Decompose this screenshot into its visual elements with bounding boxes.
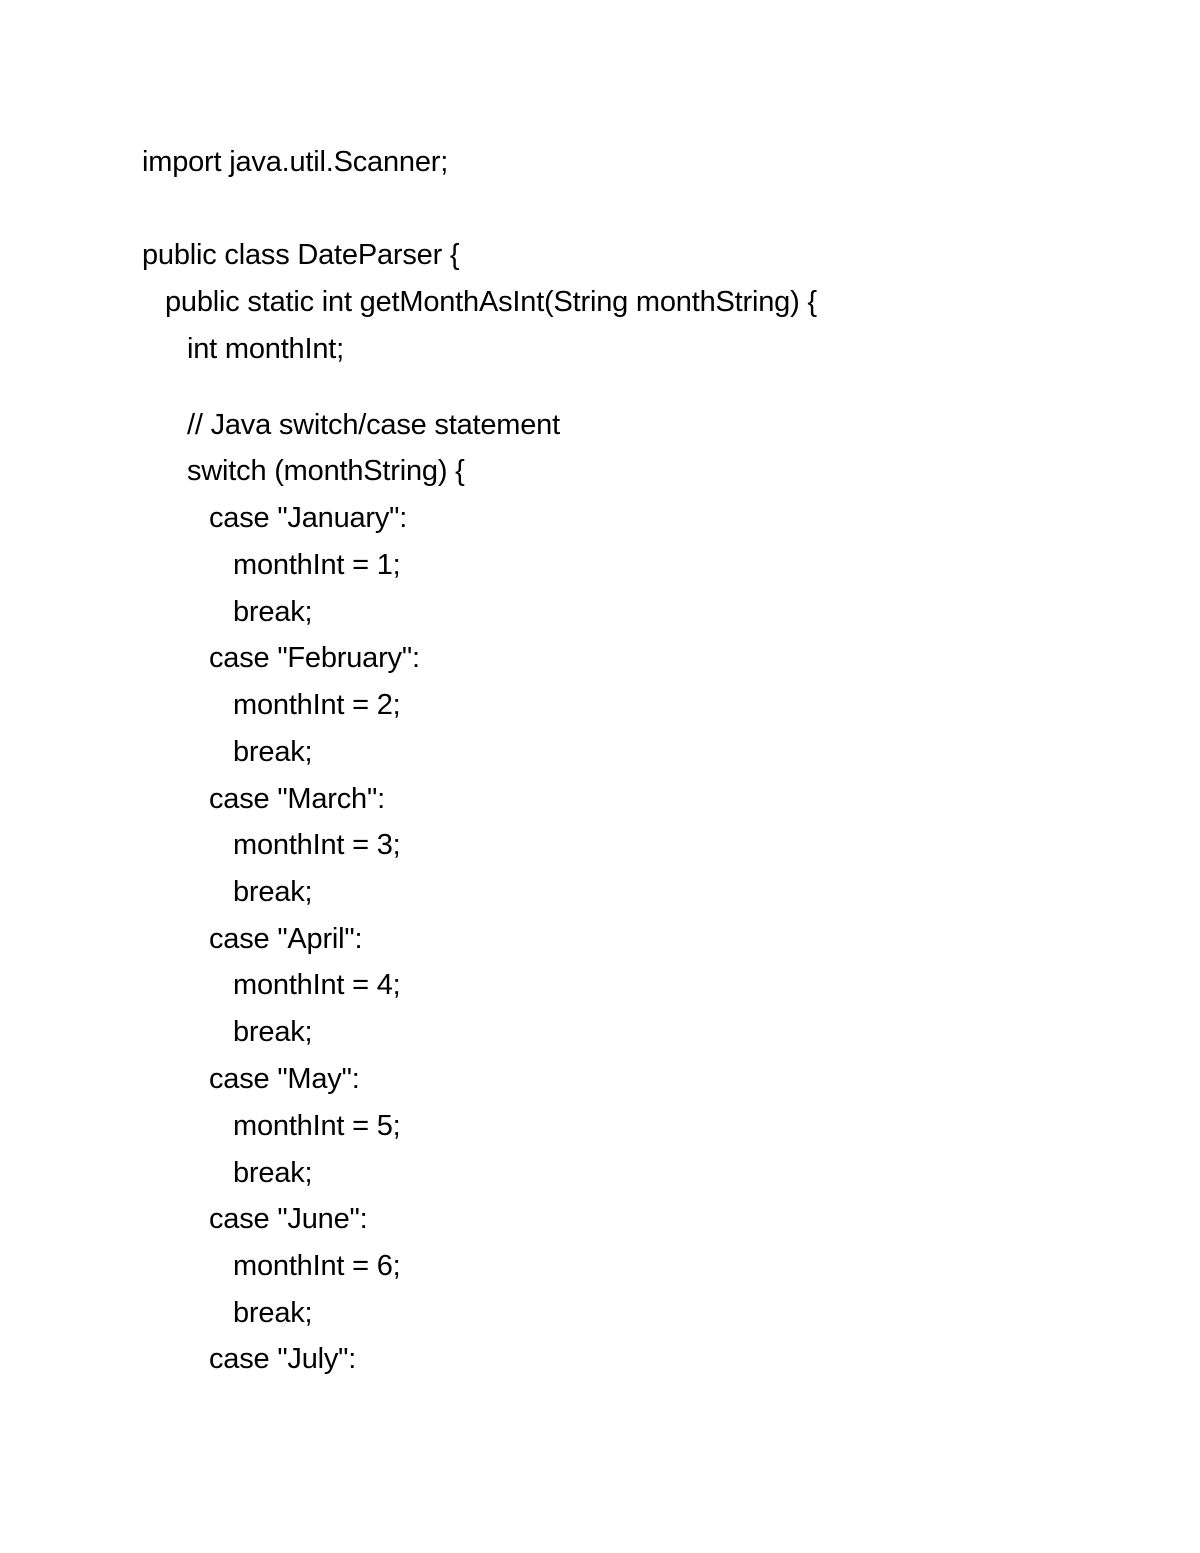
code-line-assignment: monthInt = 4; <box>233 969 401 1001</box>
code-line-break: break; <box>233 736 313 768</box>
code-line-break: break; <box>233 1016 313 1048</box>
code-line-case: case "May": <box>209 1063 360 1095</box>
code-line-class-declaration: public class DateParser { <box>142 239 460 271</box>
code-line-assignment: monthInt = 6; <box>233 1250 401 1282</box>
code-line-switch: switch (monthString) { <box>187 455 465 487</box>
code-line-case: case "April": <box>209 923 363 955</box>
code-line-method-declaration: public static int getMonthAsInt(String monthString) { <box>165 286 817 318</box>
code-line-case: case "March": <box>209 783 385 815</box>
code-line-case: case "January": <box>209 502 408 534</box>
code-line-case: case "July": <box>209 1343 357 1375</box>
code-line-break: break; <box>233 596 313 628</box>
code-line-assignment: monthInt = 5; <box>233 1110 401 1142</box>
code-line-break: break; <box>233 876 313 908</box>
code-line-case: case "June": <box>209 1203 368 1235</box>
code-line-assignment: monthInt = 2; <box>233 689 401 721</box>
code-line-break: break; <box>233 1297 313 1329</box>
code-line-variable-declaration: int monthInt; <box>187 333 344 365</box>
code-line-import: import java.util.Scanner; <box>142 146 449 178</box>
code-line-comment: // Java switch/case statement <box>187 409 560 441</box>
code-line-break: break; <box>233 1157 313 1189</box>
code-line-assignment: monthInt = 3; <box>233 829 401 861</box>
code-line-case: case "February": <box>209 642 420 674</box>
code-line-assignment: monthInt = 1; <box>233 549 401 581</box>
